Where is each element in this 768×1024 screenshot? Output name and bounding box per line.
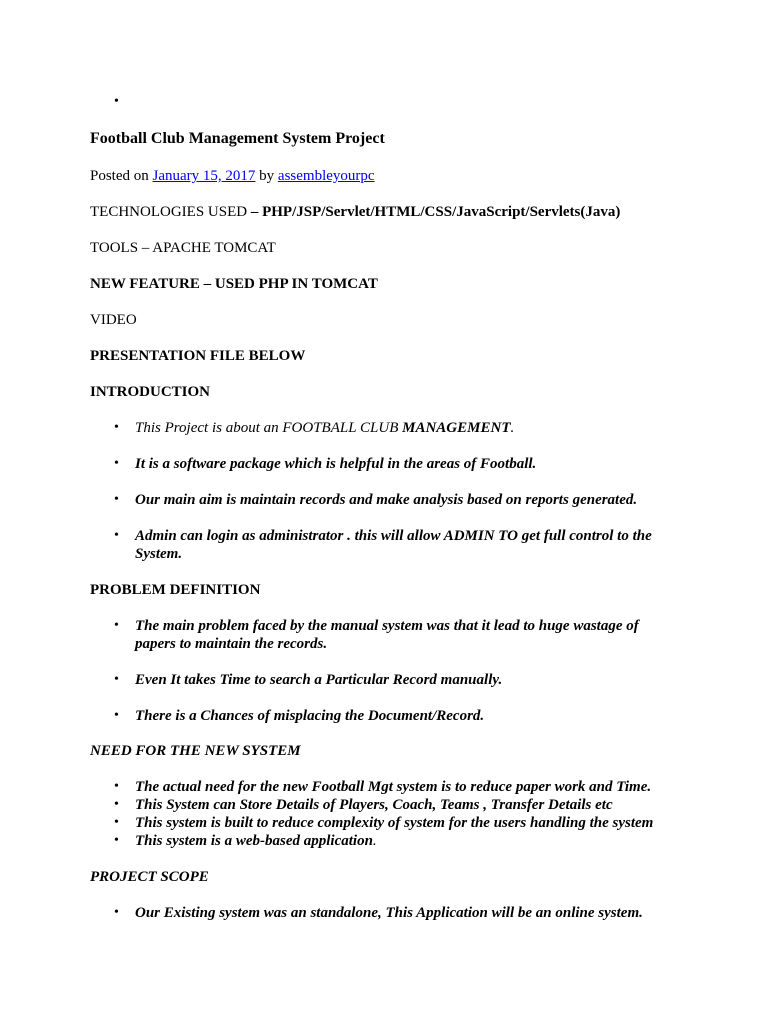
problem-heading: PROBLEM DEFINITION (90, 582, 261, 598)
need-item-4-text: This system is a web-based application (135, 833, 373, 849)
need-item-1: The actual need for the new Football Mgt system is to reduce paper work and Time. (135, 779, 652, 795)
post-title: Football Club Management System Project (90, 130, 385, 147)
bullet: • (114, 420, 119, 435)
video-line: VIDEO (90, 312, 137, 328)
bullet: • (114, 672, 119, 687)
post-meta (90, 167, 375, 185)
bullet: • (114, 815, 119, 830)
technologies-label: TECHNOLOGIES USED (90, 204, 248, 220)
problem-item-2: Even It takes Time to search a Particular Record manually. (135, 672, 503, 688)
bullet: • (114, 797, 119, 812)
need-item-4-suffix: . (372, 833, 377, 849)
introduction-heading: INTRODUCTION (90, 384, 211, 400)
problem-item-3: There is a Chances of misplacing the Document/Record. (135, 708, 485, 724)
need-item-2: This System can Store Details of Players, Coach, Teams , Transfer Details etc (135, 797, 613, 813)
technologies-line (90, 203, 620, 221)
bullet: • (114, 492, 119, 507)
bullet: • (114, 779, 119, 794)
scope-heading: PROJECT SCOPE (90, 869, 209, 885)
intro-item-4: Admin can login as administrator . this will allow ADMIN TO get full control to the System. (135, 528, 652, 562)
intro-item-1-suffix: . (510, 420, 515, 436)
by-label: by (259, 168, 275, 184)
scope-item-1: Our Existing system was an standalone, This Application will be an online system. (135, 905, 643, 921)
author-link[interactable]: assembleyourpc (277, 168, 375, 184)
need-item-4 (135, 832, 377, 850)
intro-item-1-bold: MANAGEMENT (402, 420, 511, 436)
intro-item-1 (135, 419, 514, 437)
presentation-line: PRESENTATION FILE BELOW (90, 348, 306, 364)
posted-on-label: Posted on (90, 168, 149, 184)
intro-item-2: It is a software package which is helpful in the areas of Football. (135, 456, 537, 472)
tools-line: TOOLS – APACHE TOMCAT (90, 240, 276, 256)
post-date-link[interactable]: January 15, 2017 (152, 168, 256, 184)
need-item-3: This system is built to reduce complexity of system for the users handling the system (135, 815, 654, 831)
bullet: • (114, 833, 119, 848)
bullet: • (114, 528, 119, 543)
bullet: • (114, 708, 119, 723)
bullet: • (114, 618, 119, 633)
bullet: • (114, 905, 119, 920)
technologies-value: – PHP/JSP/Servlet/HTML/CSS/JavaScript/Servlets(Java) (250, 204, 621, 220)
intro-item-3: Our main aim is maintain records and make analysis based on reports generated. (135, 492, 638, 508)
need-heading: NEED FOR THE NEW SYSTEM (90, 743, 301, 759)
problem-item-1: The main problem faced by the manual system was that it lead to huge wastage of papers to maintain the records. (135, 618, 639, 652)
bullet: • (114, 456, 119, 471)
new-feature-line: NEW FEATURE – USED PHP IN TOMCAT (90, 276, 378, 292)
empty-bullet: • (114, 94, 119, 109)
intro-item-1-prefix: This Project is about an FOOTBALL CLUB (135, 420, 403, 436)
